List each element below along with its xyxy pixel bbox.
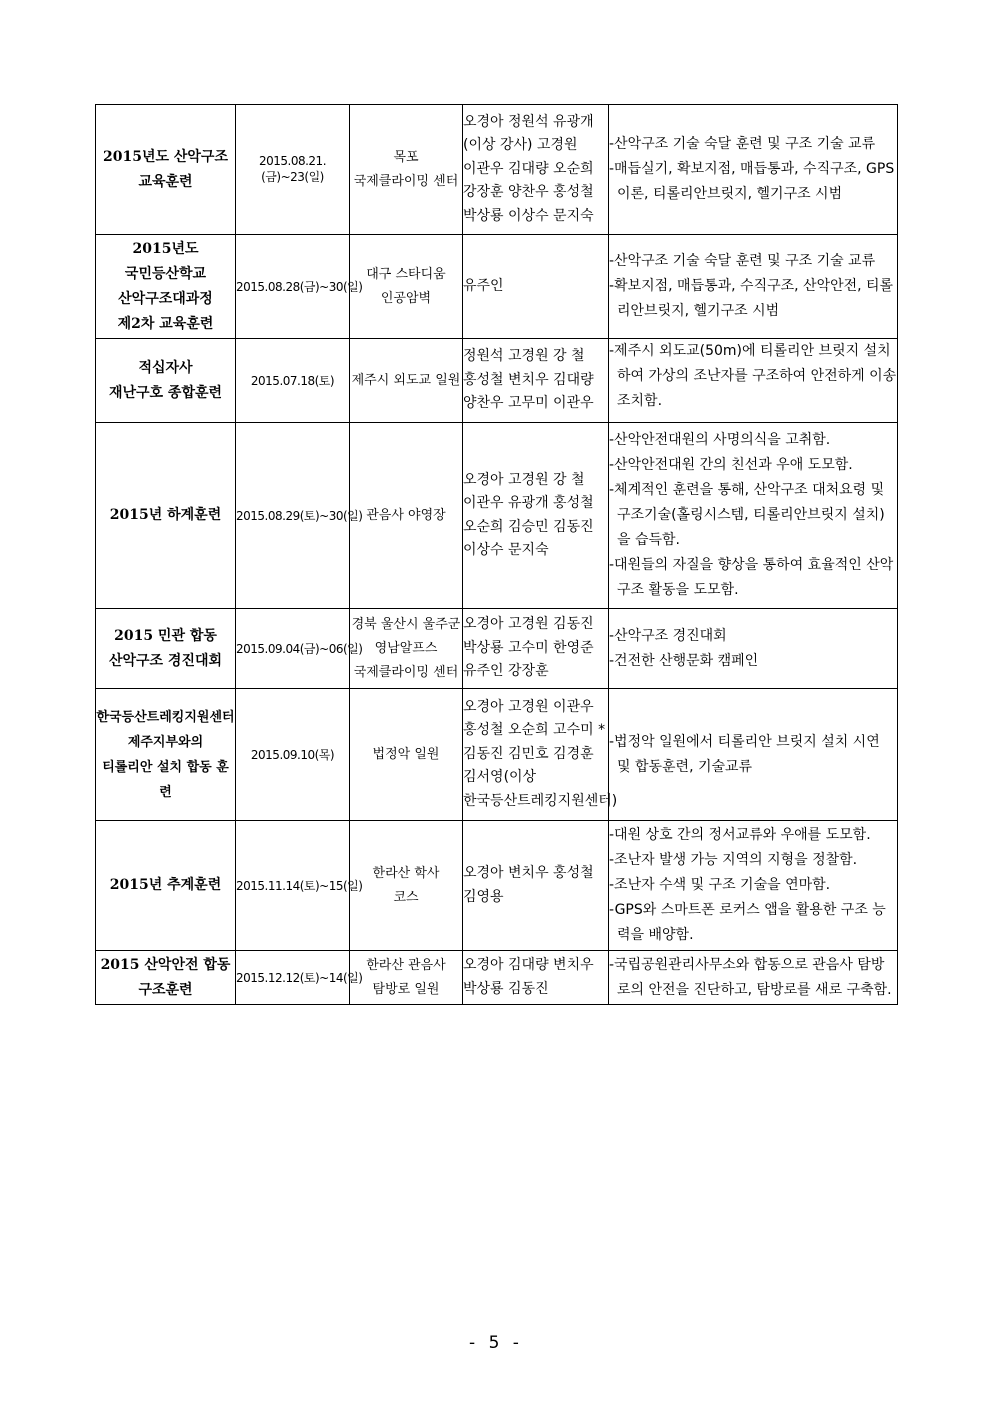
training-place: 대구 스타디움 인공암벽 bbox=[350, 235, 463, 339]
training-staff: 오경아 정원석 유광개 (이상 강사) 고경원 이관우 김대량 오순희 강장훈 양찬우 홍성철 박상룡 이상수 문지숙 bbox=[463, 105, 609, 235]
training-date: 2015.08.28(금)~30(일) bbox=[236, 235, 350, 339]
training-title: 2015 민관 합동 산악구조 경진대회 bbox=[96, 609, 236, 689]
training-place: 한라산 관음사 탐방로 일원 bbox=[350, 951, 463, 1005]
training-staff: 오경아 고경원 강 철 이관우 유광개 홍성철 오순희 김승민 김동진 이상수 문지숙 bbox=[463, 423, 609, 609]
training-date: 2015.08.29(토)~30(일) bbox=[236, 423, 350, 609]
training-details: -법정악 일원에서 티롤리안 브릿지 설치 시연 및 합동훈련, 기술교류 bbox=[609, 689, 898, 821]
training-details: -국립공원관리사무소와 합동으로 관음사 탐방로의 안전을 진단하고, 탐방로를 새로 구축함. bbox=[609, 951, 898, 1005]
training-place: 목포 국제클라이밍 센터 bbox=[350, 105, 463, 235]
training-title: 2015년 추계훈련 bbox=[96, 821, 236, 951]
training-staff: 오경아 김대량 변치우 박상룡 김동진 bbox=[463, 951, 609, 1005]
training-date: 2015.08.21.(금)~23(일) bbox=[236, 105, 350, 235]
training-place: 관음사 야영장 bbox=[350, 423, 463, 609]
training-title: 2015년도 국민등산학교 산악구조대과정 제2차 교육훈련 bbox=[96, 235, 236, 339]
training-place: 한라산 학사 코스 bbox=[350, 821, 463, 951]
page-number: - 5 - bbox=[469, 1333, 523, 1353]
training-title: 2015년 하계훈련 bbox=[96, 423, 236, 609]
training-title: 2015년도 산악구조 교육훈련 bbox=[96, 105, 236, 235]
training-staff: 오경아 고경원 이관우 홍성철 오순희 고수미 *김동진 김민호 김경훈 김서영(이상 한국등산트레킹지원센터) bbox=[463, 689, 609, 821]
training-staff: 오경아 변치우 홍성철 김영용 bbox=[463, 821, 609, 951]
training-date: 2015.07.18(토) bbox=[236, 339, 350, 423]
training-details: -대원 상호 간의 정서교류와 우애를 도모함. -조난자 발생 가능 지역의 지형을 정찰함. -조난자 수색 및 구조 기술을 연마함. -GPS와 스마트폰 로커스 앱을 활용한 구조 능력을 배양함. bbox=[609, 821, 898, 951]
training-title: 적십자사 재난구호 종합훈련 bbox=[96, 339, 236, 423]
training-date: 2015.09.04(금)~06(일) bbox=[236, 609, 350, 689]
table-row bbox=[96, 423, 898, 609]
training-title: 한국등산트레킹지원센터 제주지부와의 티롤리안 설치 합동 훈련 bbox=[96, 689, 236, 821]
table-row bbox=[96, 821, 898, 951]
training-details: -산악안전대원의 사명의식을 고취함. -산악안전대원 간의 친선과 우애 도모함. -체계적인 훈련을 통해, 산악구조 대처요령 및 구조기술(홀링시스템, 티롤리안브릿지 설치)을 습득함. -대원들의 자질을 향상을 통하여 효율적인 산악구조 활동을 도모함. bbox=[609, 423, 898, 609]
table-row bbox=[96, 105, 898, 235]
training-table bbox=[95, 104, 898, 1005]
training-staff: 오경아 고경원 김동진 박상룡 고수미 한영준 유주인 강장훈 bbox=[463, 609, 609, 689]
table-row bbox=[96, 951, 898, 1005]
training-date: 2015.09.10(목) bbox=[236, 689, 350, 821]
training-place: 경북 울산시 울주군 영남알프스 국제클라이밍 센터 bbox=[350, 609, 463, 689]
training-details: -제주시 외도교(50m)에 티롤리안 브릿지 설치하여 가상의 조난자를 구조하여 안전하게 이송 조치함. bbox=[609, 339, 898, 423]
training-details: -산악구조 기술 숙달 훈련 및 구조 기술 교류 -확보지점, 매듭통과, 수직구조, 산악안전, 티롤리안브릿지, 헬기구조 시범 bbox=[609, 235, 898, 339]
table-row bbox=[96, 339, 898, 423]
training-staff: 정원석 고경원 강 철 홍성철 변치우 김대량 양찬우 고무미 이관우 bbox=[463, 339, 609, 423]
training-staff: 유주인 bbox=[463, 235, 609, 339]
training-details: -산악구조 경진대회 -건전한 산행문화 캠페인 bbox=[609, 609, 898, 689]
table-row bbox=[96, 235, 898, 339]
training-details: -산악구조 기술 숙달 훈련 및 구조 기술 교류 -매듭실기, 확보지점, 매듭통과, 수직구조, GPS 이론, 티롤리안브릿지, 헬기구조 시범 bbox=[609, 105, 898, 235]
table-row bbox=[96, 689, 898, 821]
training-place: 법정악 일원 bbox=[350, 689, 463, 821]
training-title: 2015 산악안전 합동 구조훈련 bbox=[96, 951, 236, 1005]
training-date: 2015.11.14(토)~15(일) bbox=[236, 821, 350, 951]
table-row bbox=[96, 609, 898, 689]
training-place: 제주시 외도교 일원 bbox=[350, 339, 463, 423]
training-date: 2015.12.12(토)~14(일) bbox=[236, 951, 350, 1005]
